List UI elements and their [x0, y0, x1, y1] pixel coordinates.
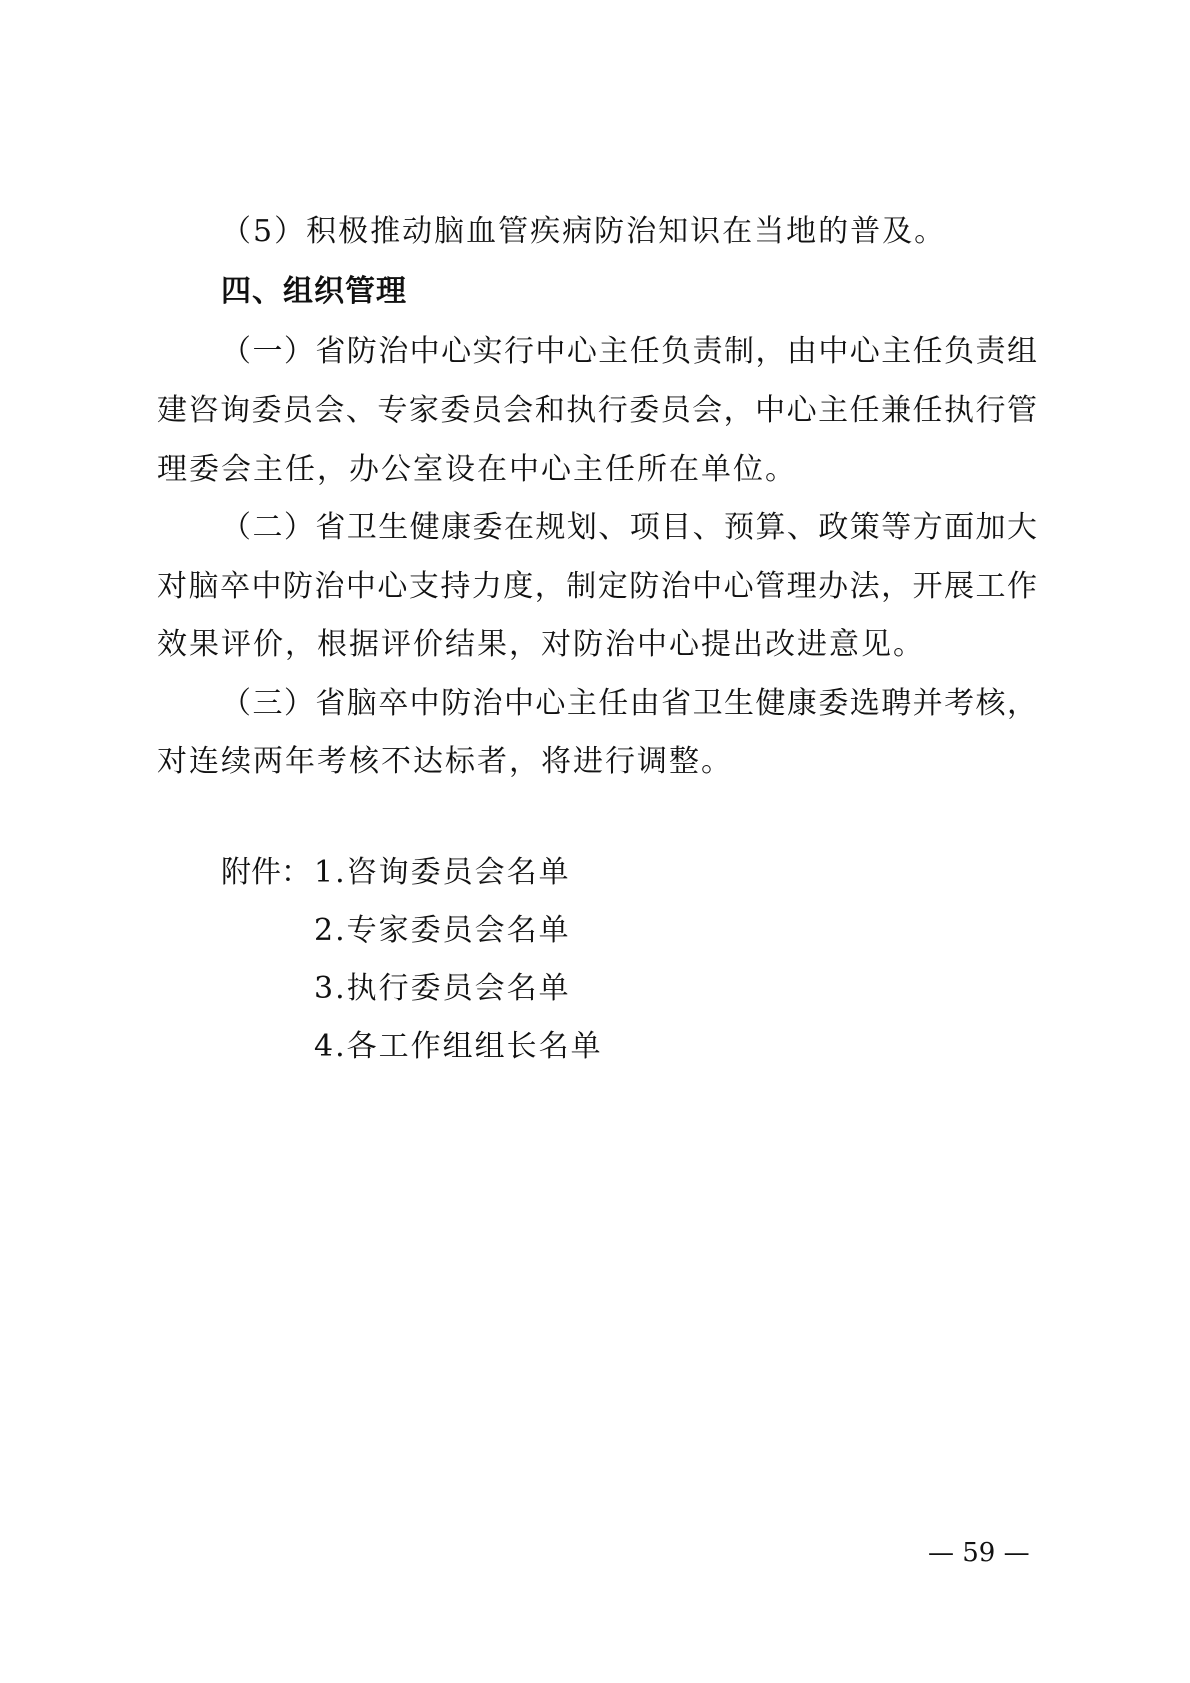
para-2-line-1-text: （二）省卫生健康委在规划、项目、预算、政策等方面加大 — [221, 510, 1037, 545]
para-2-line-2: 对脑卒中防治中心支持力度，制定防治中心管理办法，开展工作 — [157, 569, 1037, 604]
para-3-line-1 — [221, 684, 1037, 724]
attachment-item-2: 2.专家委员会名单 — [314, 913, 571, 948]
para-1-line-1-text: （一）省防治中心实行中心主任负责制，由中心主任负责组 — [221, 334, 1037, 369]
section-heading: 四、组织管理 — [221, 274, 407, 309]
attachment-item-4: 4.各工作组组长名单 — [314, 1029, 603, 1064]
attachment-item-3: 3.执行委员会名单 — [314, 971, 571, 1006]
attachments-label: 附件： — [221, 855, 311, 890]
para-3-line-2: 对连续两年考核不达标者，将进行调整。 — [157, 744, 733, 779]
para-2-line-1 — [221, 508, 1037, 548]
para-3-line-1-text: （三）省脑卒中防治中心主任由省卫生健康委选聘并考核， — [221, 686, 1037, 721]
page-number: — 59 — — [928, 1538, 1030, 1568]
item-5-text: （5）积极推动脑血管疾病防治知识在当地的普及。 — [221, 214, 947, 249]
para-1-line-1 — [221, 332, 1037, 372]
para-1-line-2: 建咨询委员会、专家委员会和执行委员会，中心主任兼任执行管 — [157, 393, 1037, 428]
attachment-item-1: 1.咨询委员会名单 — [314, 855, 571, 890]
para-1-line-3: 理委会主任，办公室设在中心主任所在单位。 — [157, 452, 797, 487]
para-2-line-3: 效果评价，根据评价结果，对防治中心提出改进意见。 — [157, 627, 925, 662]
